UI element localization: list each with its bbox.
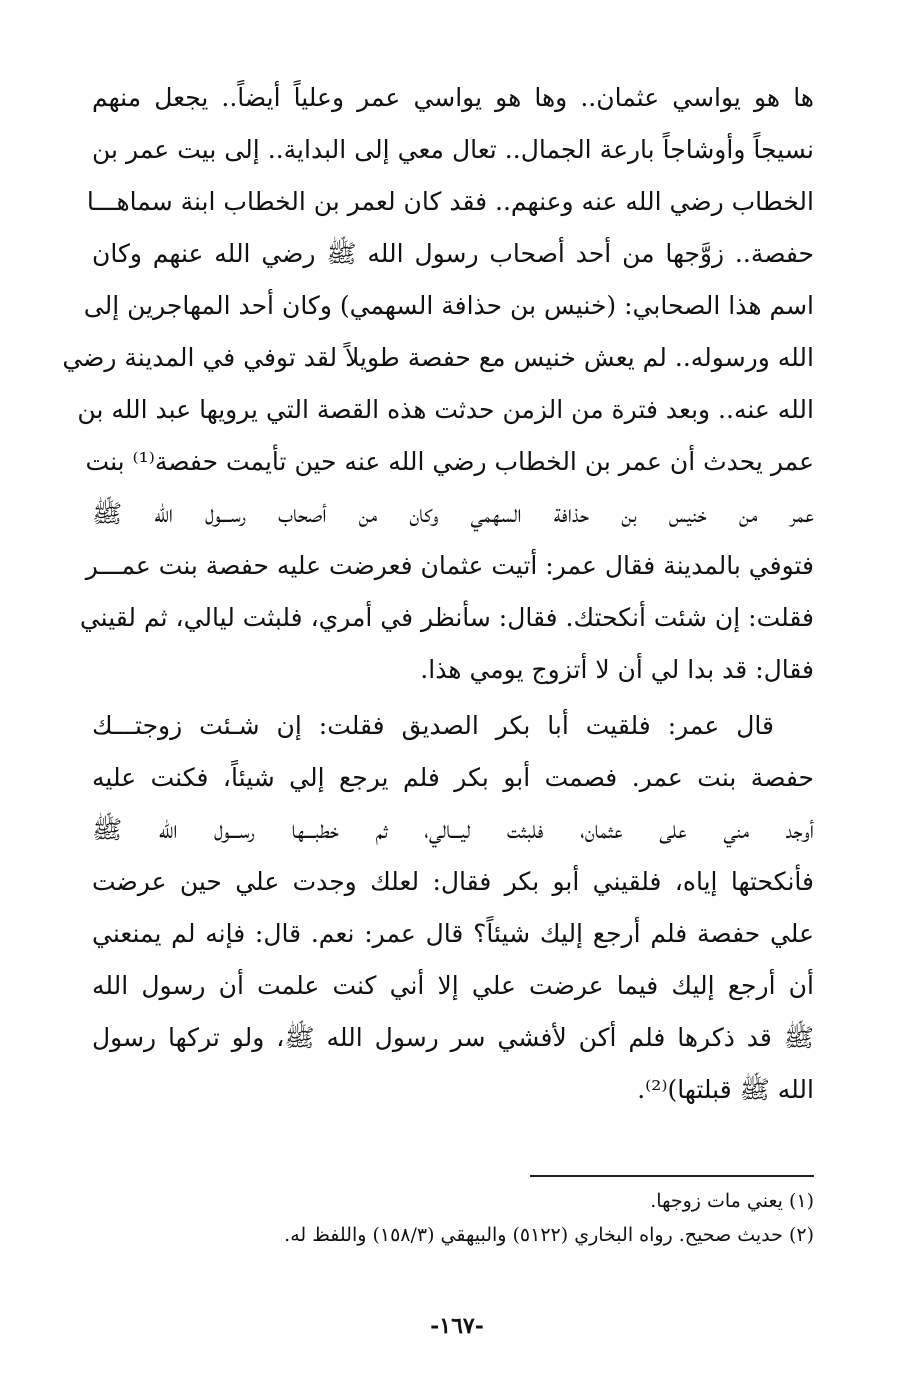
text-line: أن أرجع إليك فيما عرضت علي إلا أني كنت علمت أن رسول الله	[92, 971, 814, 1000]
text-line: أوجد مني على عثمان، فلبثت ليـــالي، ثم خطبـــها رســـول الله ﷺ	[92, 815, 814, 844]
footnote-1: (١) يعني مات زوجها.	[650, 1190, 814, 1212]
text-line: حفصة.. زوَّجها من أحد أصحاب رسول الله ﷺ رضي الله عنهم وكان	[92, 239, 814, 268]
text-line: حفصة بنت عمر. فصمت أبو بكر فلم يرجع إلي شيئاً، فكنت عليه	[92, 763, 814, 792]
page-number: -١٦٧-	[430, 1313, 484, 1339]
text-line: الله ورسوله.. لم يعش خنيس مع حفصة طويلاً لقد توفي في المدينة رضي	[62, 343, 814, 372]
footnote-2: (٢) حديث صحيح. رواه البخاري (٥١٢٢) والبيهقي (١٥٨/٣) واللفظ له.	[284, 1224, 814, 1246]
paragraph-2	[92, 700, 814, 1116]
text-line: الله عنه.. وبعد فترة من الزمن حدثت هذه القصة التي يرويها عبد الله بن	[77, 395, 814, 424]
text-line: فقال: قد بدا لي أن لا أتزوج يومي هذا.	[420, 655, 814, 684]
text-line: فأنكحتها إياه، فلقيني أبو بكر فقال: لعلك وجدت علي حين عرضت	[92, 867, 814, 896]
text-line: عمر يحدث أن عمر بن الخطاب رضي الله عنه حين تأيمت حفصة⁽¹⁾ بنت	[85, 447, 814, 476]
text-line: قال عمر: فلقيت أبا بكر الصديق فقلت: إن شـئت زوجتـــك	[92, 711, 774, 740]
text-line: فتوفي بالمدينة فقال عمر: أتيت عثمان فعرضت عليه حفصة بنت عمـــر	[85, 551, 814, 580]
footnotes	[92, 1184, 814, 1252]
text-line: عمر من خنيس بن حذافة السهمي وكان من أصحاب رســـول الله ﷺ	[92, 499, 814, 528]
text-line: ها هو يواسي عثمان.. وها هو يواسي عمر وعلياً أيضاً.. يجعل منهم	[92, 83, 814, 112]
footnote-divider	[530, 1175, 814, 1177]
text-line: الخطاب رضي الله عنه وعنهم.. فقد كان لعمر بن الخطاب ابنة سماهـــا	[86, 187, 814, 216]
text-line: فقلت: إن شئت أنكحتك. فقال: سأنظر في أمري، فلبثت ليالي، ثم لقيني	[79, 603, 814, 632]
text-line: ﷺ قد ذكرها فلم أكن لأفشي سر رسول الله ﷺ، ولو تركها رسول	[92, 1023, 814, 1052]
paragraph-1	[62, 72, 814, 696]
text-line: نسيجاً وأوشاجاً بارعة الجمال.. تعال معي إلى البداية.. إلى بيت عمر بن	[92, 135, 814, 164]
text-line: اسم هذا الصحابي: (خنيس بن حذافة السهمي) وكان أحد المهاجرين إلى	[83, 291, 814, 320]
text-line: علي حفصة فلم أرجع إليك شيئاً؟ قال عمر: نعم. قال: فإنه لم يمنعني	[92, 919, 814, 948]
text-line: الله ﷺ قبلتها)⁽²⁾.	[637, 1075, 814, 1104]
